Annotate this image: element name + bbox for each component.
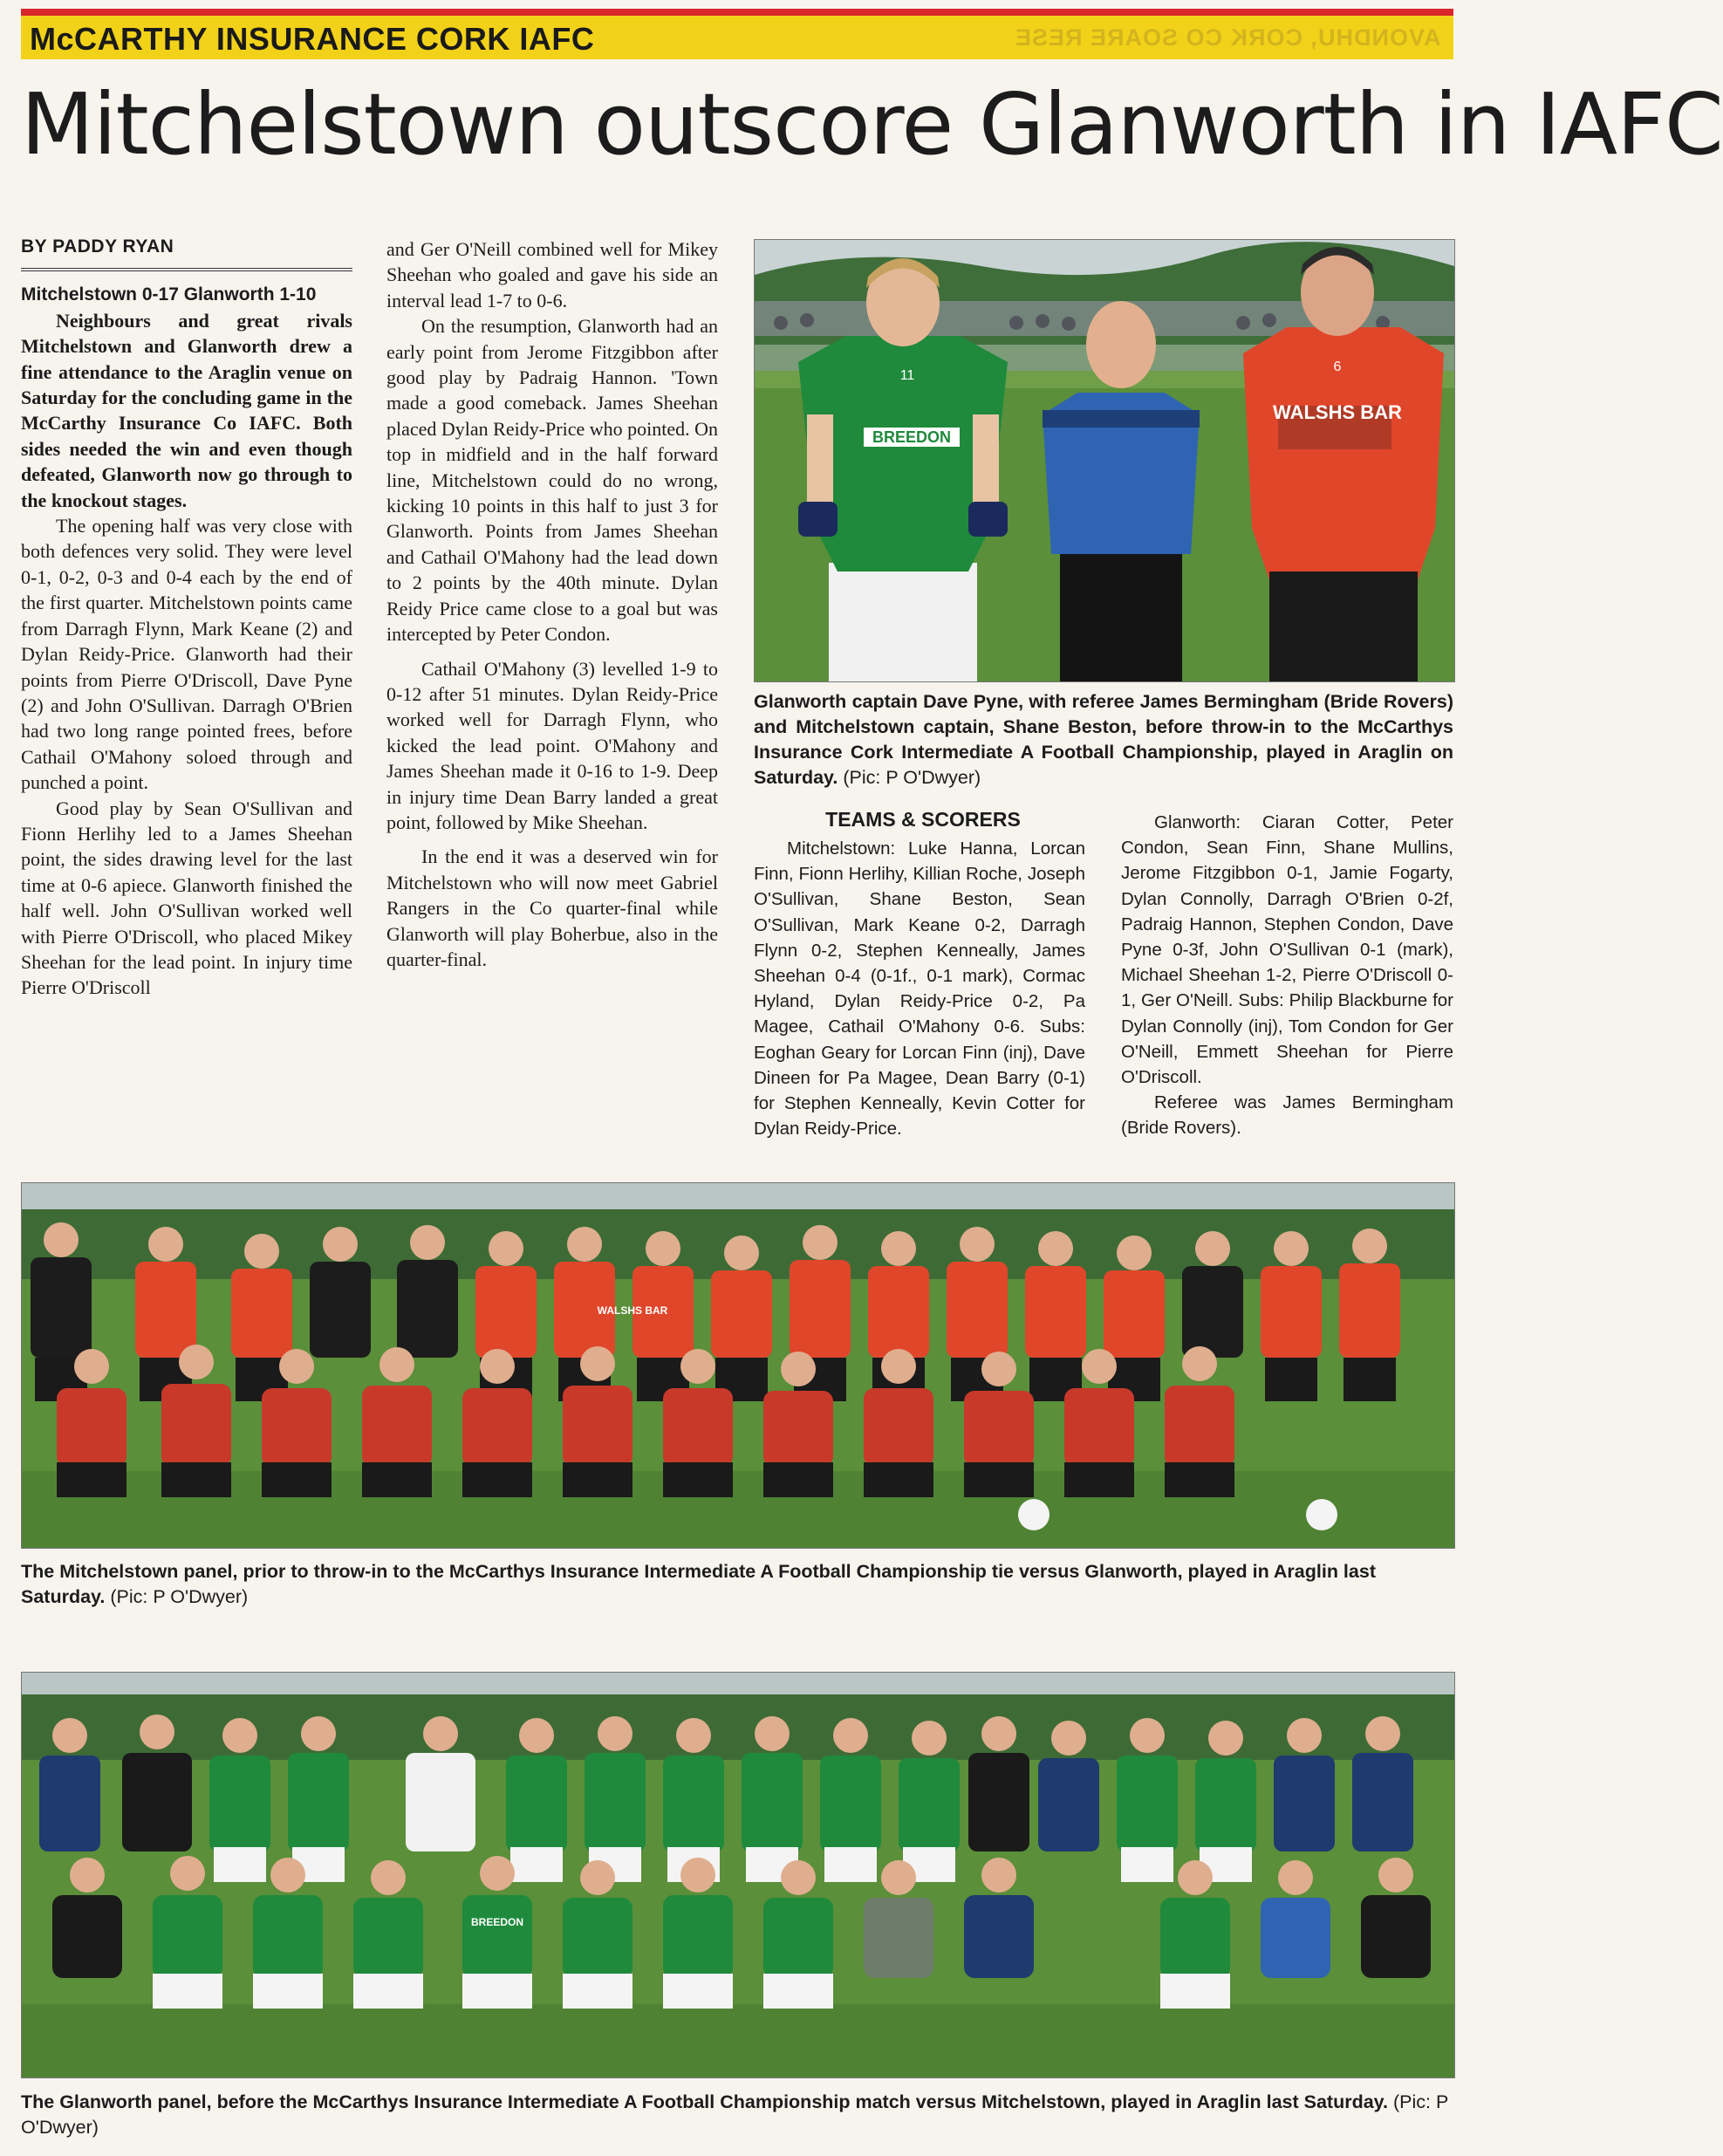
glanworth-panel-photo (21, 1672, 1455, 2078)
mitchelstown-panel-caption (21, 1559, 1453, 1610)
byline: BY PADDY RYAN (21, 234, 352, 271)
captains-photo-image (755, 240, 1454, 681)
photo-credit: (Pic: P O'Dwyer) (843, 767, 981, 788)
show-through-text: AVONDHU, CORK CO SOARE RESE (1015, 24, 1441, 51)
section-banner (21, 16, 1453, 59)
photo-credit: (Pic: P O'Dwyer) (110, 1586, 249, 1607)
breedon-sponsor-text: BREEDON (872, 428, 952, 446)
mitchelstown-panel-image (22, 1183, 1454, 1548)
article-paragraph: In the end it was a deserved win for Mitchelstown who will now meet Gabriel Rangers in the Co quarter-final while Glanworth will play Boherbue, also in the quarter-final. (386, 845, 718, 970)
captains-photo (754, 239, 1455, 682)
jersey-number: 6 (1333, 359, 1342, 374)
photo-credit: (Pic: P O'Dwyer) (21, 2091, 1448, 2138)
article-paragraph: Good play by Sean O'Sullivan and Fionn Herlihy led to a James Sheehan point, the sides drawing level for the last time at 0-6 apiece. Glanworth finished the half well. John O'Sullivan worked well with Pierre O'Driscoll, who placed Mikey Sheehan for the lead point. In injury time Pierre O'Driscoll (21, 797, 352, 999)
teams-heading: TEAMS & SCORERS (825, 808, 1021, 831)
lead-paragraph: Neighbours and great rivals Mitchelstown and Glanworth drew a fine attendance to the Araglin venue on Saturday for the concluding game in the McCarthy Insurance Co IAFC. Both sides needed the win and even though defeated, Glanworth now go through to the knockout stages. (21, 309, 352, 511)
article-column-1 (21, 234, 352, 1001)
headline: Mitchelstown outscore Glanworth in IAFC (21, 75, 1723, 174)
glanworth-panel-caption (21, 2090, 1453, 2140)
article-paragraph: and Ger O'Neill combined well for Mikey Sheehan who goaled and gave his side an interval lead 1-7 to 0-6. (386, 238, 718, 311)
teams-column-glanworth (1121, 810, 1453, 1141)
article-column-2 (386, 236, 718, 972)
caption-text: The Glanworth panel, before the McCarthys Insurance Intermediate A Football Championship match versus Mitchelstown, played in Araglin last Saturday. (21, 2091, 1389, 2112)
glanworth-panel-image (22, 1673, 1454, 2077)
caption-text: The Mitchelstown panel, prior to throw-in to the McCarthys Insurance Intermediate A Football Championship tie versus Glanworth, played in Araglin last Saturday. (21, 1561, 1376, 1607)
captains-photo-caption (754, 689, 1453, 791)
teams-column-mitchelstown (754, 836, 1085, 1141)
glanworth-team-list: Glanworth: Ciaran Cotter, Peter Condon, Sean Finn, Shane Mullins, Jerome Fitzgibbon 0-1, Jamie Fogarty, Dylan Connolly, Darragh O'Brien 0-2f, Padraig Hannon, Stephen Condon, Dave Pyne 0-3f, John O'Sullivan 0-1 (mark), Michael Sheehan 1-2, Pierre O'Driscoll 0-1, Ger O'Neill. Subs: Philip Blackburne for Dylan Connolly (inj), Tom Condon for Ger O'Neill, Emmett Sheehan for Pierre O'Driscoll. (1121, 812, 1453, 1088)
article-paragraph: On the resumption, Glanworth had an early point from Jerome Fitzgibbon after good play by Padraig Hannon. 'Town made a good comeback. James Sheehan placed Dylan Reidy-Price who pointed. On top in midfield and in the half forward line, Mitchelstown could do no wrong, kicking 10 points in this half to just 3 for Glanworth. Points from James Sheehan and Cathail O'Mahony had the lead down to 2 points by the 40th minute. Dylan Reidy Price came close to a goal but was intercepted by Peter Condon. (386, 315, 719, 646)
referee-line: Referee was James Bermingham (Bride Rovers). (1121, 1092, 1453, 1139)
section-banner-title: McCARTHY INSURANCE CORK IAFC (30, 21, 595, 57)
caption-text: Glanworth captain Dave Pyne, with referee James Bermingham (Bride Rovers) and Mitchelstown captain, Shane Beston, before throw-in to the McCarthys Insurance Cork Intermediate A Football Championship, played in Araglin on Saturday. (754, 691, 1453, 788)
article-paragraph: Cathail O'Mahony (3) levelled 1-9 to 0-12 after 51 minutes. Dylan Reidy-Price worked well for Darragh Flynn, who kicked the lead point. O'Mahony and James Sheehan made it 0-16 to 1-9. Deep in injury time Dean Barry landed a great point, followed by Mike Sheehan. (386, 657, 718, 833)
mitchelstown-team-list: Mitchelstown: Luke Hanna, Lorcan Finn, Fionn Herlihy, Killian Roche, Joseph O'Sullivan, Shane Beston, Sean O'Sullivan, Mark Keane 0-2, Darragh Flynn 0-2, Stephen Kenneally, James Sheehan 0-4 (0-1f., 0-1 mark), Cormac Hyland, Dylan Reidy-Price 0-2, Pa Magee, Cathail O'Mahony 0-6. Subs: Eoghan Geary for Lorcan Finn (inj), Dave Dineen for Pa Magee, Dean Barry (0-1) for Stephen Kenneally, Kevin Cotter for Dylan Reidy-Price. (754, 838, 1085, 1140)
walshs-bar-text: WALSHS BAR (597, 1304, 668, 1317)
banner-red-stripe (21, 9, 1453, 16)
jersey-number: 11 (899, 368, 915, 383)
breedon-sponsor-text: BREEDON (470, 1916, 524, 1928)
article-paragraph: The opening half was very close with both defences very solid. They were level 0-1, 0-2, 0-3 and 0-4 each by the end of the first quarter. Mitchelstown points came from Darragh Flynn, Mark Keane (2) and Dylan Reidy-Price. Glanworth had their points from Pierre O'Driscoll, Dave Pyne (2) and John O'Sullivan. Darragh O'Brien had two long range pointed frees, before Cathail O'Mahony soloed through and punched a point. (21, 515, 352, 794)
mitchelstown-panel-photo (21, 1182, 1455, 1549)
scoreline: Mitchelstown 0-17 Glanworth 1-10 (21, 284, 317, 305)
walshs-bar-text: WALSHS BAR (1273, 401, 1402, 423)
